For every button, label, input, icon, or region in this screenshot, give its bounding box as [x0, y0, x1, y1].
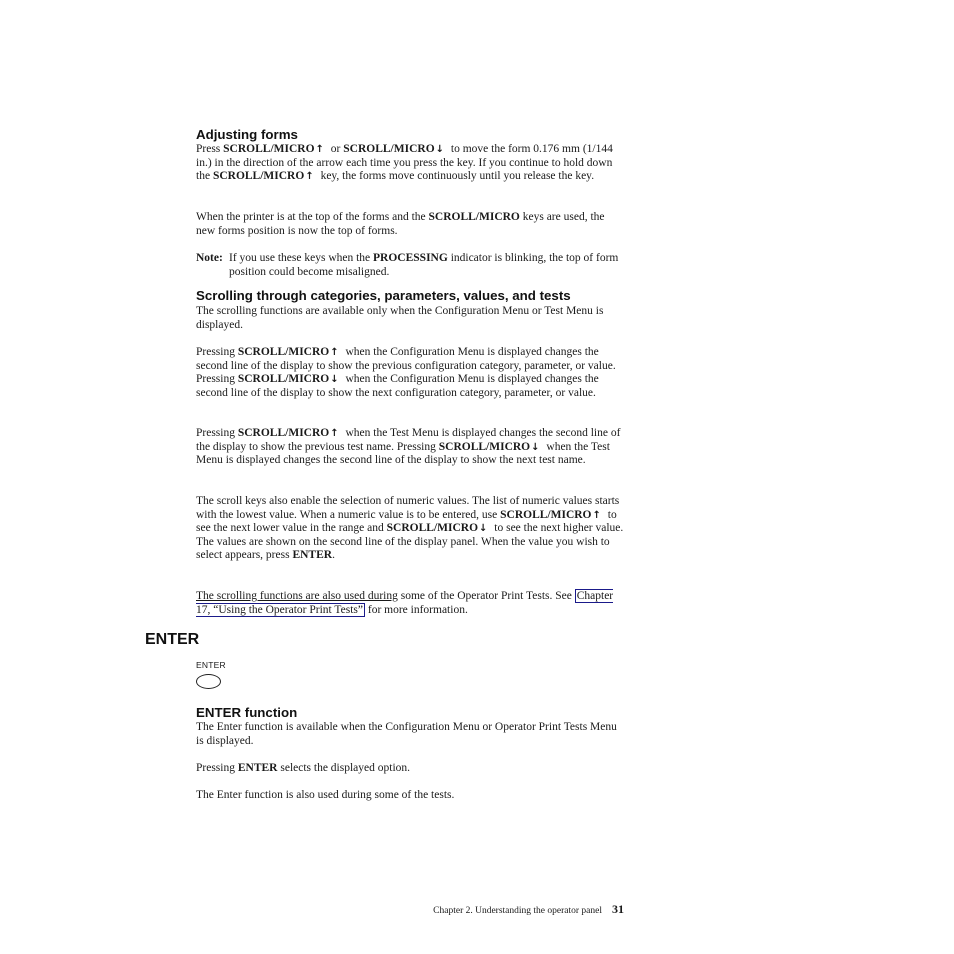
arrow-down-icon: ↓: [479, 523, 488, 535]
key-name: SCROLL/MICRO: [237, 373, 330, 386]
section-heading-adjusting-forms: Adjusting forms: [196, 127, 298, 142]
section-heading-enter: ENTER: [145, 631, 200, 648]
indicator-name: PROCESSING: [373, 252, 448, 264]
note-label: Note:: [196, 252, 223, 264]
paragraph-scrolling-3: Pressing SCROLL/MICRO↑ when the Test Menu is displayed changes the second line of the display to show the previous test name. Pressing SCROLL/MICRO↓ when the Test Menu is displayed changes the second line of the display to show the next test name.: [196, 427, 621, 467]
key-name: SCROLL/MICRO: [438, 440, 531, 453]
page-number: 31: [612, 902, 624, 916]
paragraph-scrolling-1: The scrolling functions are available only when the Configuration Menu or Test Menu is displayed.: [196, 305, 604, 331]
note: [196, 252, 624, 279]
paragraph-scrolling-2: Pressing SCROLL/MICRO↑ when the Configuration Menu is displayed changes the second line of the display to show the previous configuration category, parameter, or value. Pressing SCROLL/MICRO↓ when the Configuration Menu is displayed changes the second line of the display to show the next configuration category, parameter, or value.: [196, 346, 616, 399]
key-name: SCROLL/MICRO: [237, 427, 330, 439]
arrow-up-icon: ↑: [592, 509, 601, 521]
enter-key-label: ENTER: [196, 660, 226, 670]
arrow-down-icon: ↓: [531, 441, 540, 453]
paragraph-adjusting-2: When the printer is at the top of the forms and the SCROLL/MICRO keys are used, the new forms position is now the top of forms.: [196, 211, 605, 237]
key-name: SCROLL/MICRO: [386, 522, 479, 535]
key-name: ENTER: [292, 549, 333, 562]
key-name: SCROLL/MICRO: [343, 143, 435, 155]
enter-key-oval-icon: [196, 674, 221, 689]
key-name: ENTER: [237, 762, 278, 774]
paragraph-scrolling-5: The scrolling functions are also used during some of the Operator Print Tests. See Chapter 17, “Using the Operator Print Tests” for more information.: [196, 590, 614, 616]
paragraph-enter-2: Pressing ENTER selects the displayed option.: [196, 762, 411, 774]
paragraph-enter-1: The Enter function is available when the Configuration Menu or Operator Print Tests Menu is displayed.: [196, 721, 617, 747]
section-heading-scrolling: Scrolling through categories, parameters, values, and tests: [196, 288, 571, 303]
paragraph-scrolling-4: The scroll keys also enable the selection of numeric values. The list of numeric values starts with the lowest value. When a numeric value is to be entered, use SCROLL/MICRO↑ to see the next lower value in the range and SCROLL/MICRO↓ to see the next higher value. The values are shown on the second line of the display panel. When the value you wish to select appears, press ENTER.: [196, 495, 624, 562]
enter-key-graphic: [196, 660, 226, 692]
key-name: SCROLL/MICRO: [223, 143, 315, 155]
key-name: SCROLL/MICRO: [212, 170, 305, 183]
footer-chapter: Chapter 2. Understanding the operator panel: [433, 906, 602, 916]
key-name: SCROLL/MICRO: [237, 346, 330, 358]
page-footer: [433, 902, 624, 917]
paragraph-adjusting-1: Press SCROLL/MICRO↑ or SCROLL/MICRO↓ to move the form 0.176 mm (1/144 in.) in the direction of the arrow each time you press the key. If you continue to hold down the SCROLL/MICRO↑ key, the forms move continuously until you release the key.: [196, 143, 613, 183]
arrow-up-icon: ↑: [305, 171, 314, 183]
arrow-up-icon: ↑: [330, 347, 339, 358]
key-name: SCROLL/MICRO: [500, 508, 592, 521]
section-heading-enter-function: ENTER function: [196, 705, 298, 720]
arrow-up-icon: ↑: [330, 428, 339, 439]
arrow-down-icon: ↓: [330, 374, 339, 386]
note-text: If you use these keys when the PROCESSING indicator is blinking, the top of form position could become misaligned.: [229, 252, 619, 278]
paragraph-enter-3: The Enter function is also used during some of the tests.: [196, 789, 455, 801]
arrow-up-icon: ↑: [315, 144, 324, 155]
arrow-down-icon: ↓: [435, 144, 445, 155]
key-name: SCROLL/MICRO: [428, 211, 520, 223]
chapter-17-link[interactable]: Chapter 17, “Using the Operator Print Tests”: [196, 590, 614, 616]
